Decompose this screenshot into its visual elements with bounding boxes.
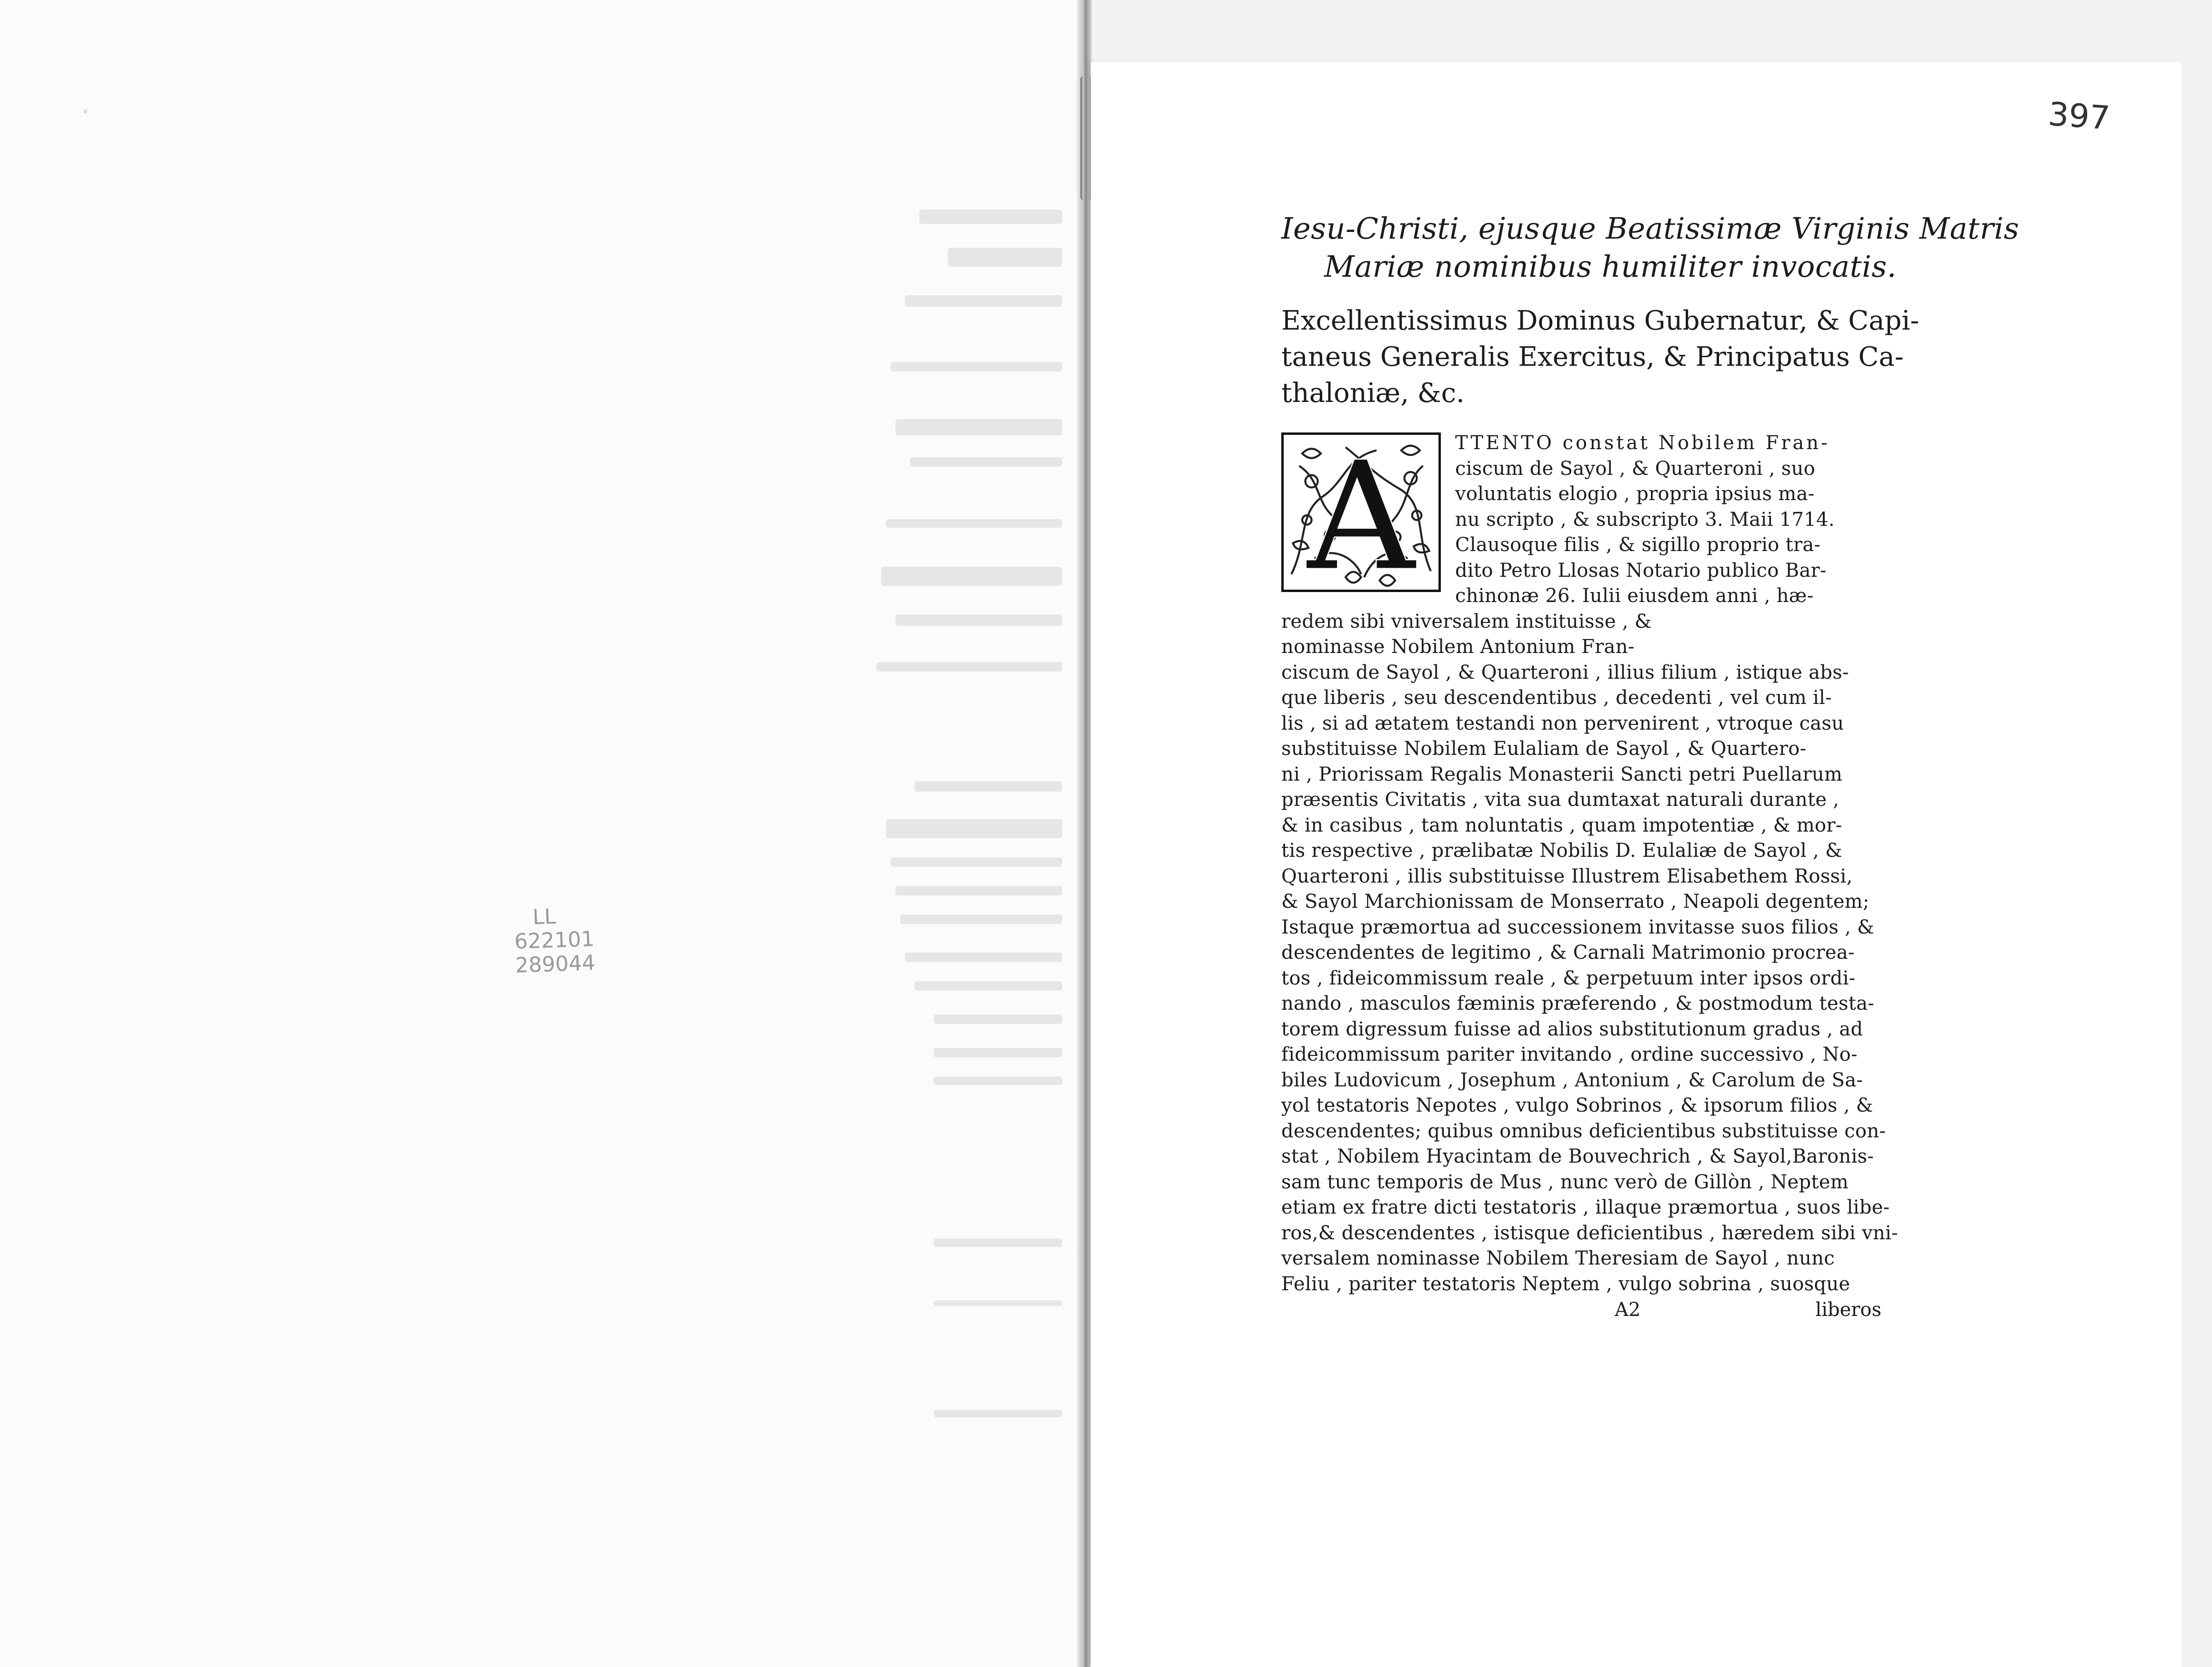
shelfmark-line: 289044 bbox=[514, 951, 596, 978]
body-line: Istaque præmortua ad successionem invitasse suos filios , & bbox=[1281, 916, 1874, 938]
bleed-through-line bbox=[915, 981, 1062, 991]
bleed-through-line bbox=[895, 886, 1062, 895]
body-line: nando , masculos fæminis præferendo , & postmodum testa- bbox=[1281, 993, 1875, 1014]
body-line: que liberis , seu descendentibus , decedenti , vel cum il- bbox=[1281, 687, 1832, 709]
body-line: nominasse Nobilem Antonium Fran- bbox=[1281, 636, 1635, 658]
body-line: etiam ex fratre dicti testatoris , illaque præmortua , suos libe- bbox=[1281, 1196, 1890, 1218]
decree-heading bbox=[1281, 303, 1920, 412]
body-line: versalem nominasse Nobilem Theresiam de Sayol , nunc bbox=[1281, 1247, 1835, 1269]
body-line: ciscum de Sayol , & Quarteroni , suo bbox=[1455, 457, 1816, 480]
text-block bbox=[1281, 210, 2020, 1327]
invocation-line: Iesu-Christi, ejusque Beatissimæ Virginis Matris bbox=[1281, 211, 2020, 246]
body-line: biles Ludovicum , Josephum , Antonium , & Carolum de Sa- bbox=[1281, 1069, 1863, 1091]
body-line: stat , Nobilem Hyacintam de Bouvechrich , & Sayol,Baronis- bbox=[1281, 1145, 1874, 1167]
body-line: dito Petro Llosas Notario publico Bar- bbox=[1455, 559, 1827, 582]
body-line: ros,& descendentes , istisque deficientibus , hæredem sibi vni- bbox=[1281, 1222, 1898, 1244]
body-text bbox=[1281, 431, 1900, 1327]
body-line: Feliu , pariter testatoris Neptem , vulgo sobrina , suosque bbox=[1281, 1273, 1850, 1295]
bleed-through-line bbox=[919, 210, 1062, 224]
body-line: & in casibus , tam noluntatis , quam impotentiæ , & mor- bbox=[1281, 814, 1842, 836]
bleed-through-line bbox=[895, 614, 1062, 626]
bleed-through-line bbox=[934, 1076, 1062, 1085]
bleed-through-line bbox=[934, 1300, 1062, 1306]
body-line: torem digressum fuisse ad alios substitutionum gradus , ad bbox=[1281, 1018, 1863, 1040]
bleed-through-line bbox=[881, 567, 1062, 586]
bleed-through-line bbox=[886, 519, 1062, 528]
catchword: liberos bbox=[1815, 1299, 1881, 1321]
binding-thread bbox=[1080, 76, 1091, 200]
decorated-initial bbox=[1281, 432, 1441, 592]
body-line: substituisse Nobilem Eulaliam de Sayol , & Quartero- bbox=[1281, 738, 1807, 760]
bleed-through-line bbox=[905, 295, 1062, 307]
body-line: redem sibi vniversalem instituisse , & bbox=[1281, 610, 1652, 633]
body-line: nu scripto , & subscripto 3. Maii 1714. bbox=[1455, 508, 1835, 531]
bleed-through-line bbox=[891, 362, 1062, 372]
body-line: lis , si ad ætatem testandi non pervenirent , vtroque casu bbox=[1281, 712, 1844, 734]
bleed-through-line bbox=[934, 1048, 1062, 1057]
bleed-through-line bbox=[900, 914, 1062, 924]
body-line: Clausoque filis , & sigillo proprio tra- bbox=[1455, 534, 1821, 556]
bleed-through-line bbox=[948, 248, 1062, 267]
body-line: descendentes de legitimo , & Carnali Matrimonio procrea- bbox=[1281, 942, 1855, 964]
shelfmark-note bbox=[513, 904, 595, 978]
left-page bbox=[0, 0, 1076, 1667]
signature-mark: A2 bbox=[1615, 1299, 1641, 1321]
page-footer bbox=[1281, 1299, 1900, 1327]
bleed-through-line bbox=[886, 819, 1062, 838]
body-line: & Sayol Marchionissam de Monserrato , Neapoli degentem; bbox=[1281, 891, 1870, 913]
bleed-through-line bbox=[934, 1238, 1062, 1247]
bleed-through-line bbox=[915, 781, 1062, 792]
bleed-through-line bbox=[895, 419, 1062, 435]
body-line: voluntatis elogio , propria ipsius ma- bbox=[1455, 483, 1815, 505]
corner-bleed-mark: · bbox=[81, 95, 90, 129]
shelfmark-line: LL bbox=[532, 904, 557, 930]
bleed-through-line bbox=[910, 457, 1062, 467]
body-line: chinonæ 26. Iulii eiusdem anni , hæ- bbox=[1455, 585, 1814, 607]
body-line: TTENTO constat Nobilem Fran- bbox=[1455, 432, 1830, 454]
invocation bbox=[1281, 210, 2020, 286]
heading-line: thaloniæ, &c. bbox=[1281, 378, 1465, 409]
binding-gutter bbox=[1077, 0, 1092, 1667]
folio-number: 397 bbox=[2047, 95, 2111, 138]
body-line: ciscum de Sayol , & Quarteroni , illius filium , istique abs- bbox=[1281, 661, 1849, 683]
shelfmark-line: 622101 bbox=[514, 927, 595, 954]
body-line: tos , fideicommissum reale , & perpetuum inter ipsos ordi- bbox=[1281, 967, 1856, 989]
initial-letter: A bbox=[1307, 435, 1415, 590]
heading-line: Excellentissimus Dominus Gubernatur, & Capi- bbox=[1281, 305, 1920, 336]
body-line: tis respective , prælibatæ Nobilis D. Eulaliæ de Sayol , & bbox=[1281, 840, 1842, 862]
bleed-through-line bbox=[891, 857, 1062, 867]
bleed-through-line bbox=[934, 1014, 1062, 1024]
heading-line: taneus Generalis Exercitus, & Principatus Ca- bbox=[1281, 341, 1904, 372]
body-line: descendentes; quibus omnibus deficientibus substituisse con- bbox=[1281, 1120, 1886, 1142]
invocation-line: Mariæ nominibus humiliter invocatis. bbox=[1324, 249, 1897, 284]
body-line: ni , Priorissam Regalis Monasterii Sancti petri Puellarum bbox=[1281, 763, 1843, 785]
body-line: Quarteroni , illis substituisse Illustrem Elisabethem Rossi, bbox=[1281, 865, 1853, 887]
bleed-through-line bbox=[876, 662, 1062, 672]
body-line: sam tunc temporis de Mus , nunc verò de Gillòn , Neptem bbox=[1281, 1171, 1849, 1193]
bleed-through-line bbox=[905, 953, 1062, 962]
body-line: præsentis Civitatis , vita sua dumtaxat naturali durante , bbox=[1281, 789, 1840, 811]
body-line: fideicommissum pariter invitando , ordine successivo , No- bbox=[1281, 1044, 1858, 1065]
body-line: yol testatoris Nepotes , vulgo Sobrinos , & ipsorum filios , & bbox=[1281, 1095, 1873, 1116]
bleed-through-line bbox=[934, 1410, 1062, 1417]
floral-ornament-icon bbox=[1284, 435, 1438, 590]
